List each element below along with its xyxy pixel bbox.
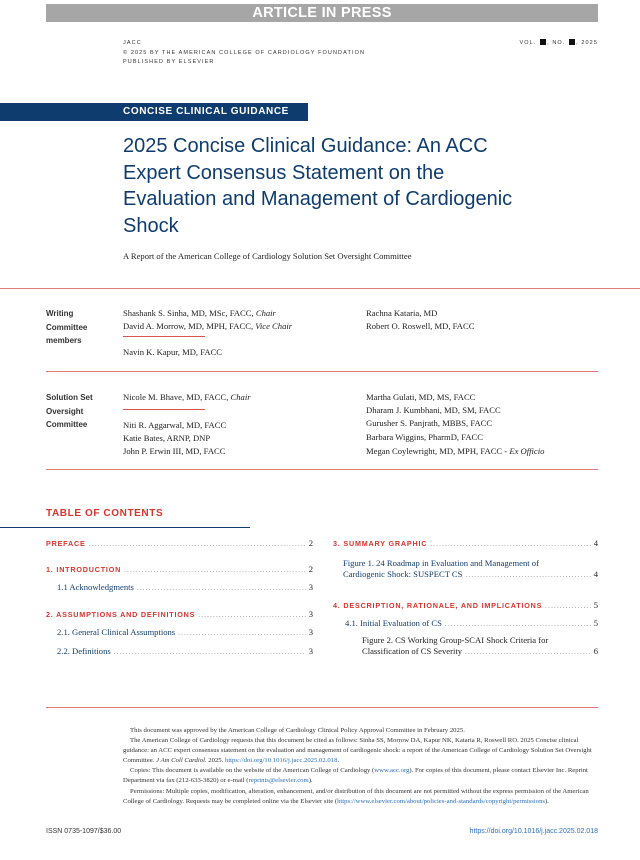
toc-entry-description[interactable]: 4. DESCRIPTION, RATIONALE, AND IMPLICATIONS ..... 5: [333, 600, 598, 610]
permissions-link[interactable]: https://www.elsevier.com/about/policies-and-standards/copyright/permissions: [337, 797, 546, 805]
divider: [0, 288, 640, 289]
vol-prefix: VOL.: [519, 40, 537, 46]
chair-separator: [123, 409, 205, 410]
writing-member: Robert O. Roswell, MD, FACC: [366, 321, 475, 331]
toc-heading: TABLE OF CONTENTS: [46, 508, 164, 519]
copies-note: Copies: This document is available on the website of the American College of Cardiology (www.acc.org). For copies of this document, please contact Elsevier Inc. Reprint Department via fax (212-633-3820) or e-mail (reprints@elsevier.com).: [123, 767, 588, 785]
divider: [46, 371, 598, 372]
approval-note: This document was approved by the American College of Cardiology Clinical Policy Approval Committee in February 2025.: [130, 727, 465, 734]
toc-entry-initial-evaluation[interactable]: 4.1. Initial Evaluation of CS ..... 5: [345, 618, 598, 628]
citation-note: The American College of Cardiology requests that this document be cited as follows: Sinha SS, Morrow DA, Kapur NK, Kataria R, Roswell RO. 2025 Concise clinical guidance: an ACC expert consensus statement on the evaluation and management of cardiogenic shock: a report of the American College of Cardiology Solution Set Oversight Committee. J Am Coll Cardiol. 2025. https://doi.org/10.1016/j.jacc.2025.02.018.: [123, 737, 592, 765]
permissions-note: Permissions: Multiple copies, modification, alteration, enhancement, and/or distribution of this document are not permitted without the express permission of the American College of Cardiology. Requests may be completed online via the Elsevier site (https://www.elsevier.com/about/policies-and-standards/copyright/permissions).: [123, 787, 589, 805]
oversight-member: Dharam J. Kumbhani, MD, SM, FACC: [366, 405, 501, 415]
no-prefix: , NO.: [547, 40, 566, 46]
toc-entry-acknowledgments[interactable]: 1.1 Acknowledgments ..... 3: [57, 582, 313, 592]
acc-website-link[interactable]: www.acc.org: [374, 767, 410, 775]
oversight-ex-officio: Megan Coylewright, MD, MPH, FACC - Ex Officio: [366, 446, 545, 456]
writing-committee-label: Writing Committee members: [46, 309, 88, 345]
footer-doi-link[interactable]: https://doi.org/10.1016/j.jacc.2025.02.018: [469, 828, 598, 835]
toc-entry-definitions[interactable]: 2.2. Definitions ..... 3: [57, 646, 313, 656]
masthead: [123, 39, 365, 68]
oversight-member: Martha Gulati, MD, MS, FACC: [366, 392, 476, 402]
writing-member: Navin K. Kapur, MD, FACC: [123, 347, 223, 357]
article-category: CONCISE CLINICAL GUIDANCE: [123, 106, 289, 117]
article-title: 2025 Concise Clinical Guidance: An ACC Expert Consensus Statement on the Evaluation and Management of Cardiogenic Shock: [123, 135, 513, 237]
redacted-square-icon: [540, 39, 546, 45]
oversight-member: Katie Bates, ARNP, DNP: [123, 433, 211, 443]
toc-entry-summary-graphic[interactable]: 3. SUMMARY GRAPHIC ..... 4: [333, 538, 598, 548]
writing-vice-chair: David A. Morrow, MD, MPH, FACC, Vice Chair: [123, 321, 293, 331]
issn: ISSN 0735-1097/$36.00: [46, 828, 122, 835]
oversight-committee-label: Solution Set Oversight Committee: [46, 393, 93, 429]
copyright-line: © 2025 BY THE AMERICAN COLLEGE OF CARDIOLOGY FOUNDATION: [123, 49, 366, 56]
divider: [46, 469, 598, 470]
citation-doi-link[interactable]: https://doi.org/10.1016/j.jacc.2025.02.018: [224, 757, 338, 765]
oversight-chair: Nicole M. Bhave, MD, FACC, Chair: [123, 392, 251, 402]
publisher-line: PUBLISHED BY ELSEVIER: [123, 59, 215, 66]
journal-name: JACC: [123, 40, 142, 46]
volume-info: [520, 39, 598, 46]
writing-member: Rachna Kataria, MD: [366, 308, 438, 318]
oversight-member: Gurusher S. Panjrath, MBBS, FACC: [366, 418, 493, 428]
article-subtitle: A Report of the American College of Cardiology Solution Set Oversight Committee: [123, 251, 412, 261]
oversight-member: Barbara Wiggins, PharmD, FACC: [366, 432, 484, 442]
toc-entry-figure-1[interactable]: Figure 1. 24 Roadmap in Evaluation and Management of Cardiogenic Shock: SUSPECT CS ..... 4: [343, 558, 598, 581]
toc-entry-figure-2[interactable]: Figure 2. CS Working Group-SCAI Shock Criteria for Classification of CS Severity ..... 6: [362, 635, 598, 658]
writing-chair: Shashank S. Sinha, MD, MSc, FACC, Chair: [123, 308, 276, 318]
toc-entry-assumptions[interactable]: 2. ASSUMPTIONS AND DEFINITIONS ..... 3: [46, 609, 313, 619]
toc-entry-clinical-assumptions[interactable]: 2.1. General Clinical Assumptions ..... 3: [57, 627, 313, 637]
toc-entry-introduction[interactable]: 1. INTRODUCTION ..... 2: [46, 564, 313, 574]
oversight-member: John P. Erwin III, MD, FACC: [123, 446, 226, 456]
redacted-square-icon: [569, 39, 575, 45]
divider: [46, 707, 598, 708]
article-in-press-banner: ARTICLE IN PRESS: [46, 4, 598, 22]
toc-rule: [0, 527, 250, 528]
volume-year: , 2025: [576, 40, 598, 46]
chair-separator: [123, 336, 205, 337]
reprints-email-link[interactable]: reprints@elsevier.com: [248, 777, 309, 785]
toc-entry-preface[interactable]: PREFACE ..... 2: [46, 538, 313, 548]
oversight-member: Niti R. Aggarwal, MD, FACC: [123, 420, 227, 430]
front-matter-notes: [123, 726, 598, 807]
